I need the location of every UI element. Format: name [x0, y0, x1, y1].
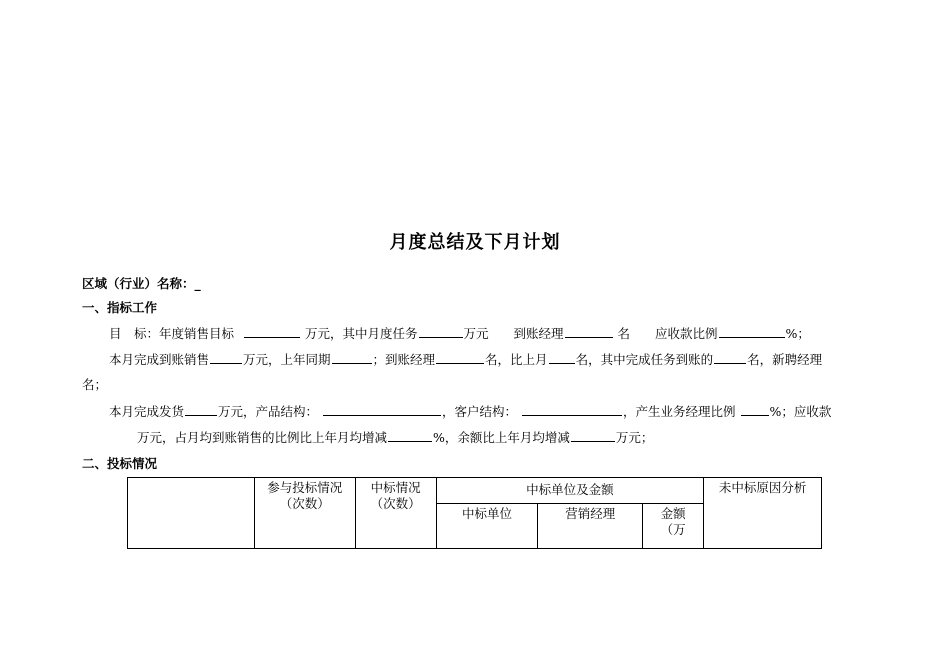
ship-text-2: 万元，产品结构： — [218, 404, 319, 419]
last-year-same-period-blank[interactable] — [332, 351, 372, 364]
month-result-line — [109, 351, 822, 368]
ship-text-5: %；应收款 — [769, 404, 832, 419]
ship-text-1: 本月完成发货 — [109, 404, 185, 419]
month-text-2: 万元，上年同期 — [243, 352, 331, 367]
table-cell-blank[interactable] — [128, 478, 255, 549]
month-result-line-wrap: 名； — [82, 377, 108, 392]
month-account-manager-blank[interactable] — [436, 351, 484, 364]
account-manager-blank[interactable] — [565, 325, 613, 338]
region-name-line — [82, 276, 201, 292]
customer-structure-blank[interactable] — [522, 403, 622, 416]
header-bid-count: 参与投标情况（次数） — [254, 478, 355, 549]
header-win-unit-amount: 中标单位及金额 — [436, 478, 704, 504]
month-text-1: 本月完成到账销售 — [109, 352, 210, 367]
balance-change-blank[interactable] — [571, 429, 615, 442]
target-text-2: 万元，其中月度任务 — [304, 326, 418, 341]
shipment-blank[interactable] — [185, 403, 217, 416]
ship-text-6: 万元，占月均到账销售的比例比上年月均增减 — [137, 430, 388, 445]
target-text-1: 目 标：年度销售目标 — [109, 326, 235, 341]
month-text-5: 名，其中完成任务到账的 — [575, 352, 714, 367]
vs-last-month-blank[interactable] — [549, 351, 575, 364]
month-sales-blank[interactable] — [210, 351, 242, 364]
header-loss-reason: 未中标原因分析 — [704, 478, 822, 549]
annual-sales-target-blank[interactable] — [244, 325, 300, 338]
receivable-line — [137, 429, 653, 446]
month-text-4: 名，比上月 — [485, 352, 548, 367]
target-line — [109, 325, 810, 342]
receivable-ratio-blank[interactable] — [719, 325, 785, 338]
region-label: 区域（行业）名称： — [82, 276, 195, 291]
ship-text-4: ，产生业务经理比例 — [623, 404, 736, 419]
receivable-change-blank[interactable] — [388, 429, 432, 442]
task-completed-blank[interactable] — [714, 351, 746, 364]
document-title: 月度总结及下月计划 — [389, 232, 561, 253]
table-header-row — [128, 478, 822, 504]
product-structure-blank[interactable] — [323, 403, 441, 416]
region-value: _ — [194, 276, 201, 291]
subheader-win-unit: 中标单位 — [436, 503, 538, 548]
monthly-task-blank[interactable] — [419, 325, 463, 338]
month-text-6: 名，新聘经理 — [747, 352, 823, 367]
subheader-amount: 金额（万 — [643, 503, 704, 548]
bid-table — [127, 477, 822, 549]
shipment-line — [109, 403, 831, 420]
target-text-4: 名 应收款比例 — [617, 326, 718, 341]
manager-ratio-blank[interactable] — [741, 403, 769, 416]
ship-text-8: 万元； — [615, 430, 654, 445]
section-2-heading: 二、投标情况 — [82, 456, 158, 471]
header-win-count: 中标情况（次数） — [355, 478, 436, 549]
subheader-sales-manager: 营销经理 — [538, 503, 643, 548]
ship-text-7: %，余额比上年月均增减 — [433, 430, 570, 445]
section-1-heading: 一、指标工作 — [82, 300, 158, 315]
ship-text-3: ，客户结构： — [442, 404, 518, 419]
target-text-3: 万元 到账经理 — [463, 326, 564, 341]
month-text-3: ；到账经理 — [372, 352, 436, 367]
target-text-5: %； — [785, 326, 810, 341]
